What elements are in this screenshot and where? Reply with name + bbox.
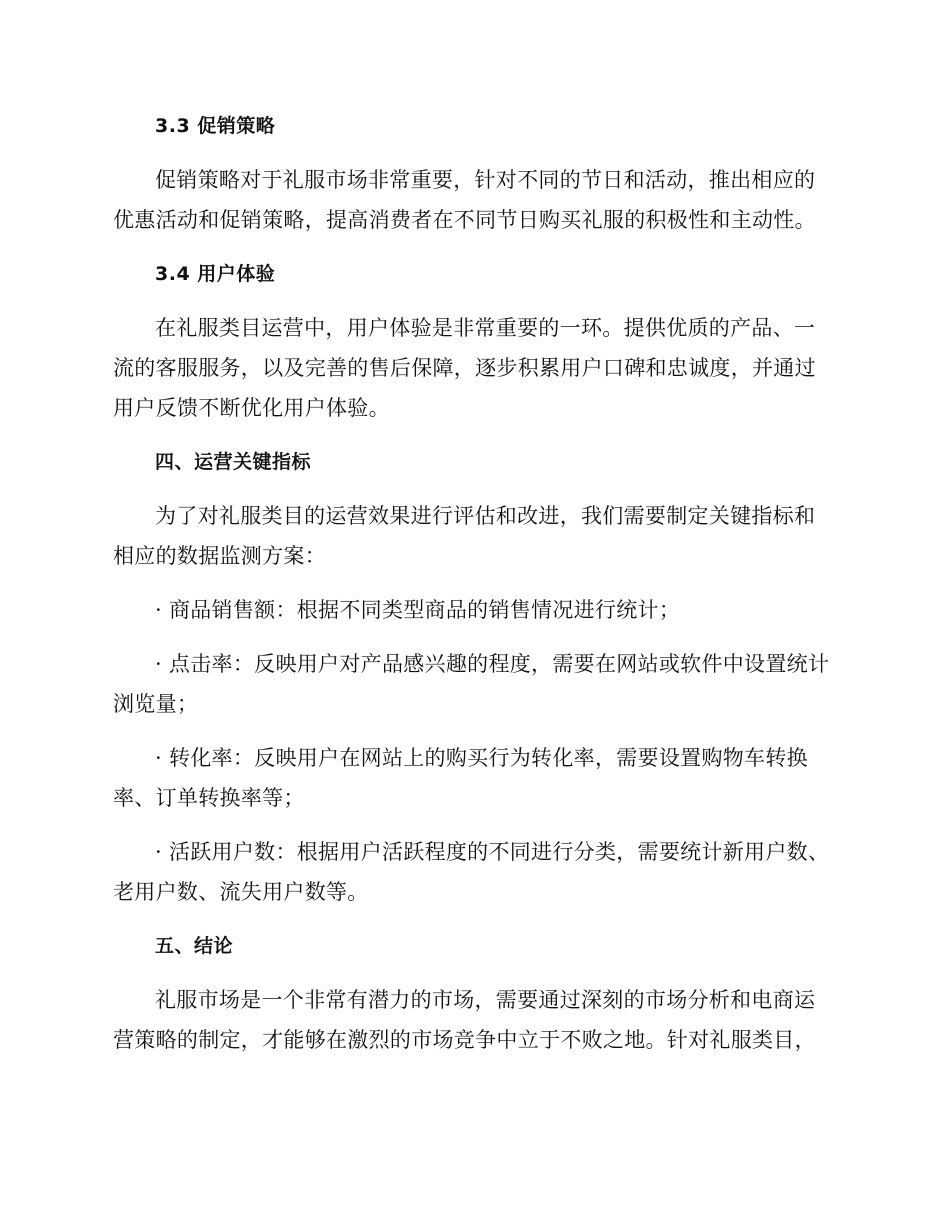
section-heading-5: 五、结论 [155, 935, 234, 957]
section-heading-4: 四、运营关键指标 [155, 451, 312, 473]
section-heading-3-3: 3.3 促销策略 [155, 115, 276, 137]
section-heading-3-4: 3.4 用户体验 [155, 263, 276, 285]
paragraph-promotion: 促销策略对于礼服市场非常重要，针对不同的节日和活动，推出相应的优惠活动和促销策略，提高消费者在不同节日购买礼服的积极性和主动性。 [113, 168, 816, 232]
list-item-conversion: · 转化率：反映用户在网站上的购买行为转化率，需要设置购物车转换率、订单转换率等； [113, 746, 808, 810]
paragraph-user-experience: 在礼服类目运营中，用户体验是非常重要的一环。提供优质的产品、一流的客服服务，以及完善的售后保障，逐步积累用户口碑和忠诚度，并通过用户反馈不断优化用户体验。 [113, 316, 816, 420]
list-item-sales: · 商品销售额：根据不同类型商品的销售情况进行统计； [155, 598, 681, 622]
list-item-active-users: · 活跃用户数：根据用户活跃程度的不同进行分类，需要统计新用户数、老用户数、流失用户数等。 [113, 840, 830, 904]
paragraph-kpi-intro: 为了对礼服类目的运营效果进行评估和改进，我们需要制定关键指标和相应的数据监测方案： [113, 504, 816, 568]
list-item-ctr: · 点击率：反映用户对产品感兴趣的程度，需要在网站或软件中设置统计浏览量； [113, 652, 830, 716]
document-body [113, 106, 835, 1060]
paragraph-conclusion: 礼服市场是一个非常有潜力的市场，需要通过深刻的市场分析和电商运营策略的制定，才能够在激烈的市场竞争中立于不败之地。针对礼服类目， [113, 988, 816, 1052]
